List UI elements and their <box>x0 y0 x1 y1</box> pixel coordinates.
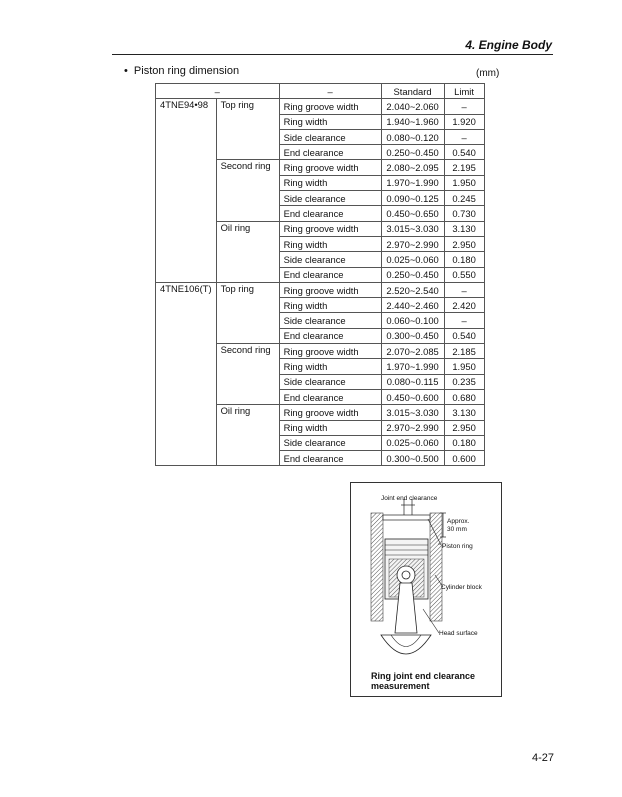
limit-cell: 1.950 <box>444 359 484 374</box>
limit-cell: – <box>444 129 484 144</box>
item-cell: Ring groove width <box>279 344 381 359</box>
piston-ring-table <box>155 83 485 466</box>
limit-cell: 0.180 <box>444 435 484 450</box>
standard-cell: 0.450~0.650 <box>381 206 444 221</box>
standard-cell: 0.250~0.450 <box>381 267 444 282</box>
item-cell: Ring groove width <box>279 221 381 236</box>
item-cell: Side clearance <box>279 129 381 144</box>
standard-cell: 1.940~1.960 <box>381 114 444 129</box>
header-cell-item: – <box>279 84 381 99</box>
ring-type-cell: Second ring <box>216 344 279 405</box>
item-cell: Ring groove width <box>279 282 381 297</box>
table-header-row <box>156 84 485 99</box>
ring-type-cell: Oil ring <box>216 405 279 466</box>
ring-type-cell: Top ring <box>216 282 279 343</box>
item-cell: Side clearance <box>279 374 381 389</box>
item-cell: Ring width <box>279 359 381 374</box>
standard-cell: 2.520~2.540 <box>381 282 444 297</box>
approx-label-1: Approx. <box>447 518 470 525</box>
item-cell: Side clearance <box>279 191 381 206</box>
limit-cell: 0.680 <box>444 389 484 404</box>
limit-cell: 0.730 <box>444 206 484 221</box>
item-cell: Ring width <box>279 114 381 129</box>
header-rule <box>112 54 553 55</box>
standard-cell: 2.040~2.060 <box>381 99 444 114</box>
cylinder-block-label: Cylinder block <box>441 584 482 591</box>
limit-cell: 0.235 <box>444 374 484 389</box>
piston-ring-label: Piston ring <box>442 543 473 550</box>
figure-caption-line1: Ring joint end clearance <box>371 671 476 681</box>
item-cell: Ring width <box>279 175 381 190</box>
limit-cell: 1.950 <box>444 175 484 190</box>
table-row <box>156 282 485 297</box>
limit-cell: – <box>444 99 484 114</box>
header-cell-limit: Limit <box>444 84 484 99</box>
standard-cell: 0.060~0.100 <box>381 313 444 328</box>
figure-caption <box>371 671 496 691</box>
standard-cell: 0.300~0.450 <box>381 328 444 343</box>
section-title-text: Piston ring dimension <box>133 65 240 77</box>
unit-label: (mm) <box>476 68 500 79</box>
limit-cell: 3.130 <box>444 221 484 236</box>
page-number: 4-27 <box>532 752 555 764</box>
limit-cell: 2.950 <box>444 420 484 435</box>
limit-cell: 2.950 <box>444 236 484 251</box>
limit-cell: 0.540 <box>444 145 484 160</box>
item-cell: Ring groove width <box>279 405 381 420</box>
limit-cell: 0.600 <box>444 451 484 466</box>
head-surface-label: Head surface <box>439 630 478 637</box>
limit-cell: 2.195 <box>444 160 484 175</box>
standard-cell: 2.080~2.095 <box>381 160 444 175</box>
limit-cell: 0.180 <box>444 252 484 267</box>
item-cell: Ring width <box>279 298 381 313</box>
ring-type-cell: Second ring <box>216 160 279 221</box>
standard-cell: 1.970~1.990 <box>381 175 444 190</box>
approx-label-2: 30 mm <box>447 526 467 533</box>
item-cell: End clearance <box>279 145 381 160</box>
standard-cell: 1.970~1.990 <box>381 359 444 374</box>
rod-big-end <box>381 635 431 654</box>
standard-cell: 0.450~0.600 <box>381 389 444 404</box>
bullet: • <box>124 65 128 77</box>
figure-box <box>350 482 502 697</box>
header-cell-model: – <box>156 84 280 99</box>
limit-cell: 2.420 <box>444 298 484 313</box>
limit-cell: 1.920 <box>444 114 484 129</box>
standard-cell: 3.015~3.030 <box>381 405 444 420</box>
item-cell: Ring groove width <box>279 160 381 175</box>
limit-cell: – <box>444 282 484 297</box>
item-cell: Side clearance <box>279 252 381 267</box>
cylinder-wall-right <box>430 513 442 621</box>
ring-type-cell: Top ring <box>216 99 279 160</box>
model-cell: 4TNE106(T) <box>156 282 217 466</box>
item-cell: Side clearance <box>279 313 381 328</box>
item-cell: End clearance <box>279 328 381 343</box>
standard-cell: 0.025~0.060 <box>381 252 444 267</box>
limit-cell: 0.245 <box>444 191 484 206</box>
joint-end-label: Joint end clearance <box>381 495 438 502</box>
standard-cell: 2.970~2.990 <box>381 236 444 251</box>
item-cell: Side clearance <box>279 435 381 450</box>
item-cell: Ring groove width <box>279 99 381 114</box>
figure-caption-line2: measurement <box>371 681 430 691</box>
standard-cell: 0.025~0.060 <box>381 435 444 450</box>
standard-cell: 2.440~2.460 <box>381 298 444 313</box>
item-cell: End clearance <box>279 451 381 466</box>
standard-cell: 0.090~0.125 <box>381 191 444 206</box>
table-row <box>156 99 485 114</box>
chapter-title: 4. Engine Body <box>465 38 552 52</box>
item-cell: Ring width <box>279 236 381 251</box>
standard-cell: 0.300~0.500 <box>381 451 444 466</box>
piston-ring-shape <box>383 515 430 520</box>
ring-type-cell: Oil ring <box>216 221 279 282</box>
header-cell-standard: Standard <box>381 84 444 99</box>
limit-cell: 0.550 <box>444 267 484 282</box>
standard-cell: 0.080~0.115 <box>381 374 444 389</box>
cylinder-wall-left <box>371 513 383 621</box>
limit-cell: 3.130 <box>444 405 484 420</box>
item-cell: End clearance <box>279 267 381 282</box>
limit-cell: – <box>444 313 484 328</box>
item-cell: End clearance <box>279 389 381 404</box>
standard-cell: 0.080~0.120 <box>381 129 444 144</box>
item-cell: End clearance <box>279 206 381 221</box>
section-title <box>124 65 239 77</box>
limit-cell: 2.185 <box>444 344 484 359</box>
standard-cell: 3.015~3.030 <box>381 221 444 236</box>
standard-cell: 2.970~2.990 <box>381 420 444 435</box>
limit-cell: 0.540 <box>444 328 484 343</box>
item-cell: Ring width <box>279 420 381 435</box>
model-cell: 4TNE94•98 <box>156 99 217 283</box>
standard-cell: 0.250~0.450 <box>381 145 444 160</box>
standard-cell: 2.070~2.085 <box>381 344 444 359</box>
